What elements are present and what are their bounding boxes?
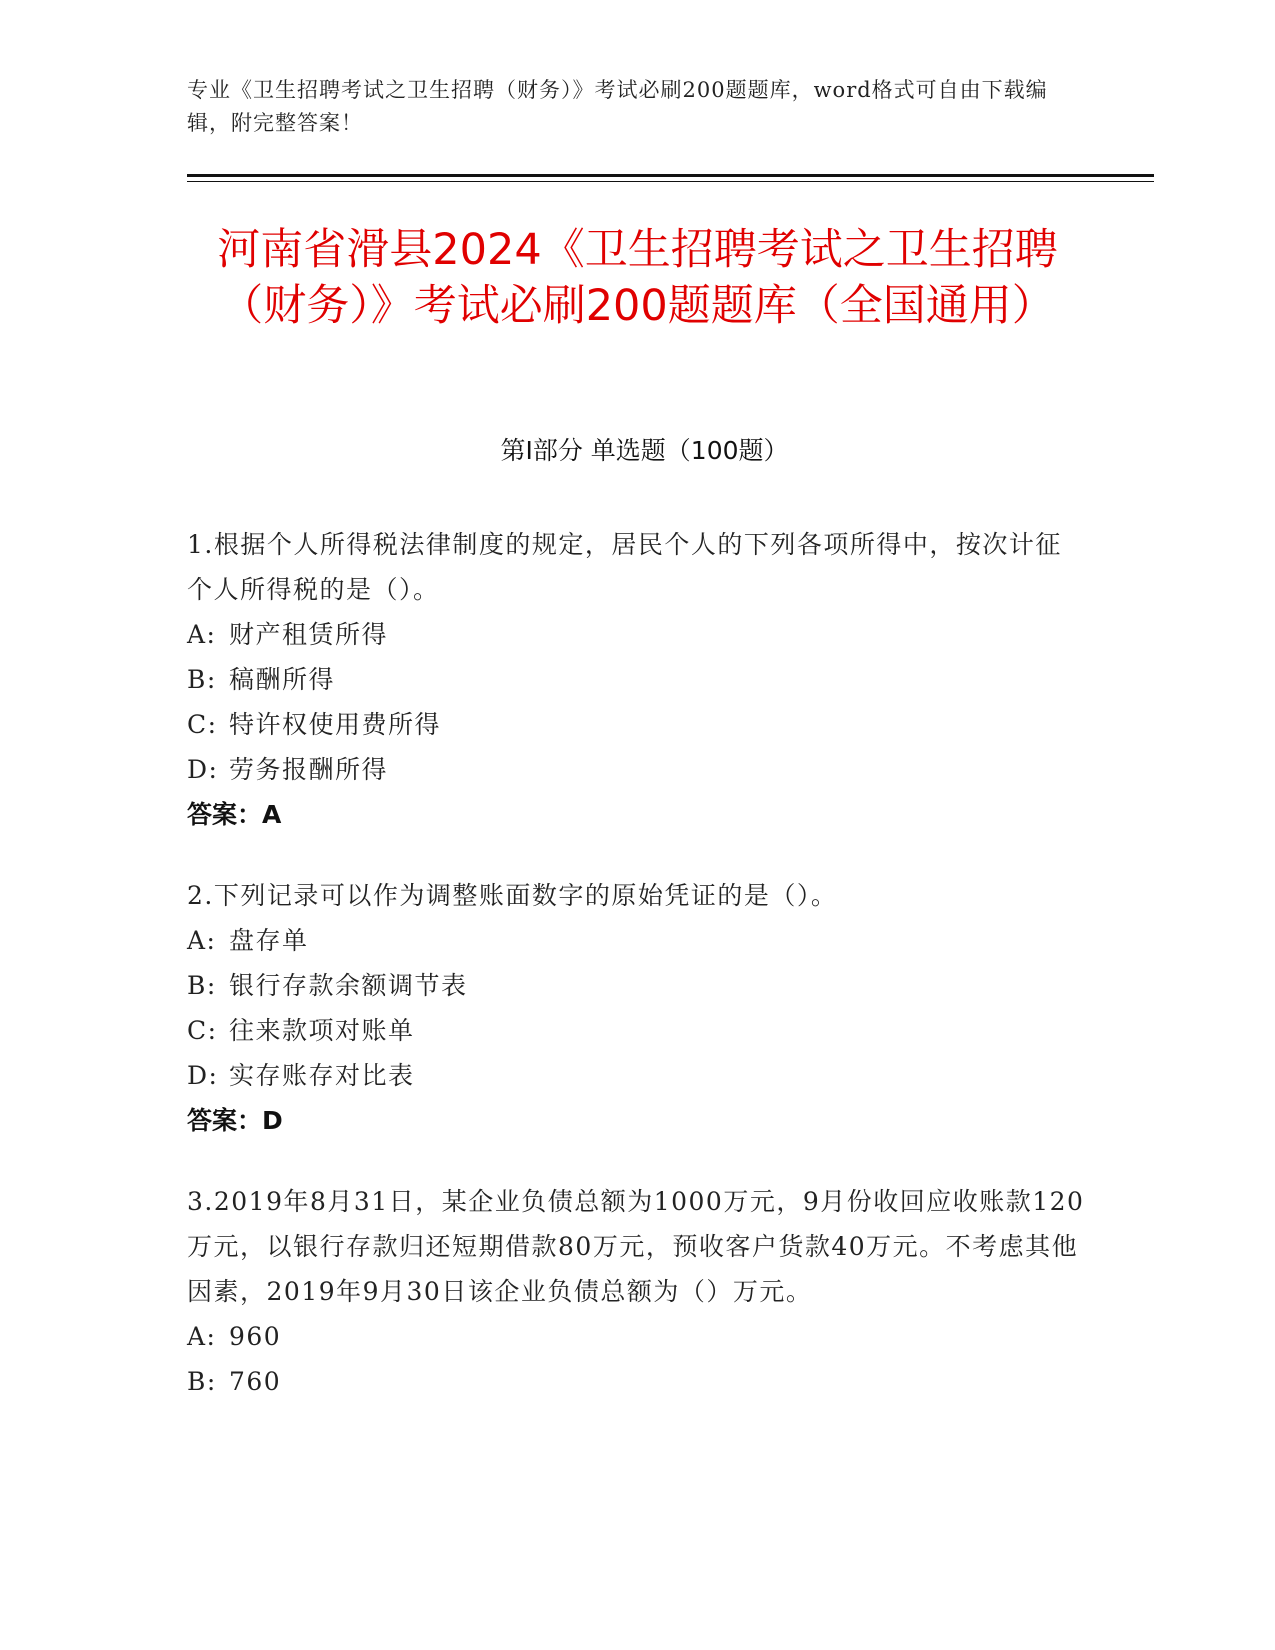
option-letter: B: (187, 665, 217, 694)
question-list (187, 522, 1087, 1440)
question-3 (187, 1179, 1087, 1404)
question-stem: 3.2019年8月31日，某企业负债总额为1000万元，9月份收回应收账款120万元，以银行存款归还短期借款80万元，预收客户货款40万元。不考虑其他因素，2019年9月30日该企业负债总额为（）万元。 (187, 1187, 1085, 1306)
question-1 (187, 522, 1087, 837)
option-d (187, 747, 1087, 792)
answer-line: 答案：D (187, 1106, 283, 1135)
header-rule-thin (187, 181, 1154, 182)
option-letter: D: (187, 755, 219, 784)
option-text: 盘存单 (229, 926, 309, 955)
question-stem: 2.下列记录可以作为调整账面数字的原始凭证的是（）。 (187, 881, 838, 910)
option-letter: C: (187, 710, 218, 739)
option-b (187, 1359, 1087, 1404)
option-c (187, 1008, 1087, 1053)
header-note: 专业《卫生招聘考试之卫生招聘（财务）》考试必刷200题题库，word格式可自由下载编辑，附完整答案！ (187, 78, 1048, 135)
option-text: 760 (229, 1367, 282, 1396)
option-text: 960 (229, 1322, 282, 1351)
option-letter: A: (187, 926, 217, 955)
option-a (187, 1314, 1087, 1359)
option-letter: B: (187, 971, 217, 1000)
option-d (187, 1053, 1087, 1098)
question-stem: 1.根据个人所得税法律制度的规定，居民个人的下列各项所得中，按次计征个人所得税的是（）。 (187, 530, 1062, 604)
option-text: 银行存款余额调节表 (229, 971, 468, 1000)
document-title: 河南省滑县2024《卫生招聘考试之卫生招聘（财务）》考试必刷200题题库（全国通用） (217, 225, 1058, 331)
section-title: 第I部分 单选题（100题） (500, 436, 789, 465)
option-b (187, 657, 1087, 702)
header-rule-thick (187, 174, 1154, 177)
option-text: 往来款项对账单 (229, 1016, 415, 1045)
option-letter: A: (187, 1322, 217, 1351)
option-a (187, 918, 1087, 963)
answer-line: 答案：A (187, 800, 282, 829)
option-text: 劳务报酬所得 (229, 755, 389, 784)
option-text: 特许权使用费所得 (229, 710, 442, 739)
option-letter: B: (187, 1367, 217, 1396)
option-letter: C: (187, 1016, 218, 1045)
option-text: 实存账存对比表 (229, 1061, 415, 1090)
option-letter: D: (187, 1061, 219, 1090)
option-a (187, 612, 1087, 657)
question-2 (187, 873, 1087, 1143)
option-text: 财产租赁所得 (229, 620, 389, 649)
option-letter: A: (187, 620, 217, 649)
option-text: 稿酬所得 (229, 665, 336, 694)
option-c (187, 702, 1087, 747)
option-b (187, 963, 1087, 1008)
